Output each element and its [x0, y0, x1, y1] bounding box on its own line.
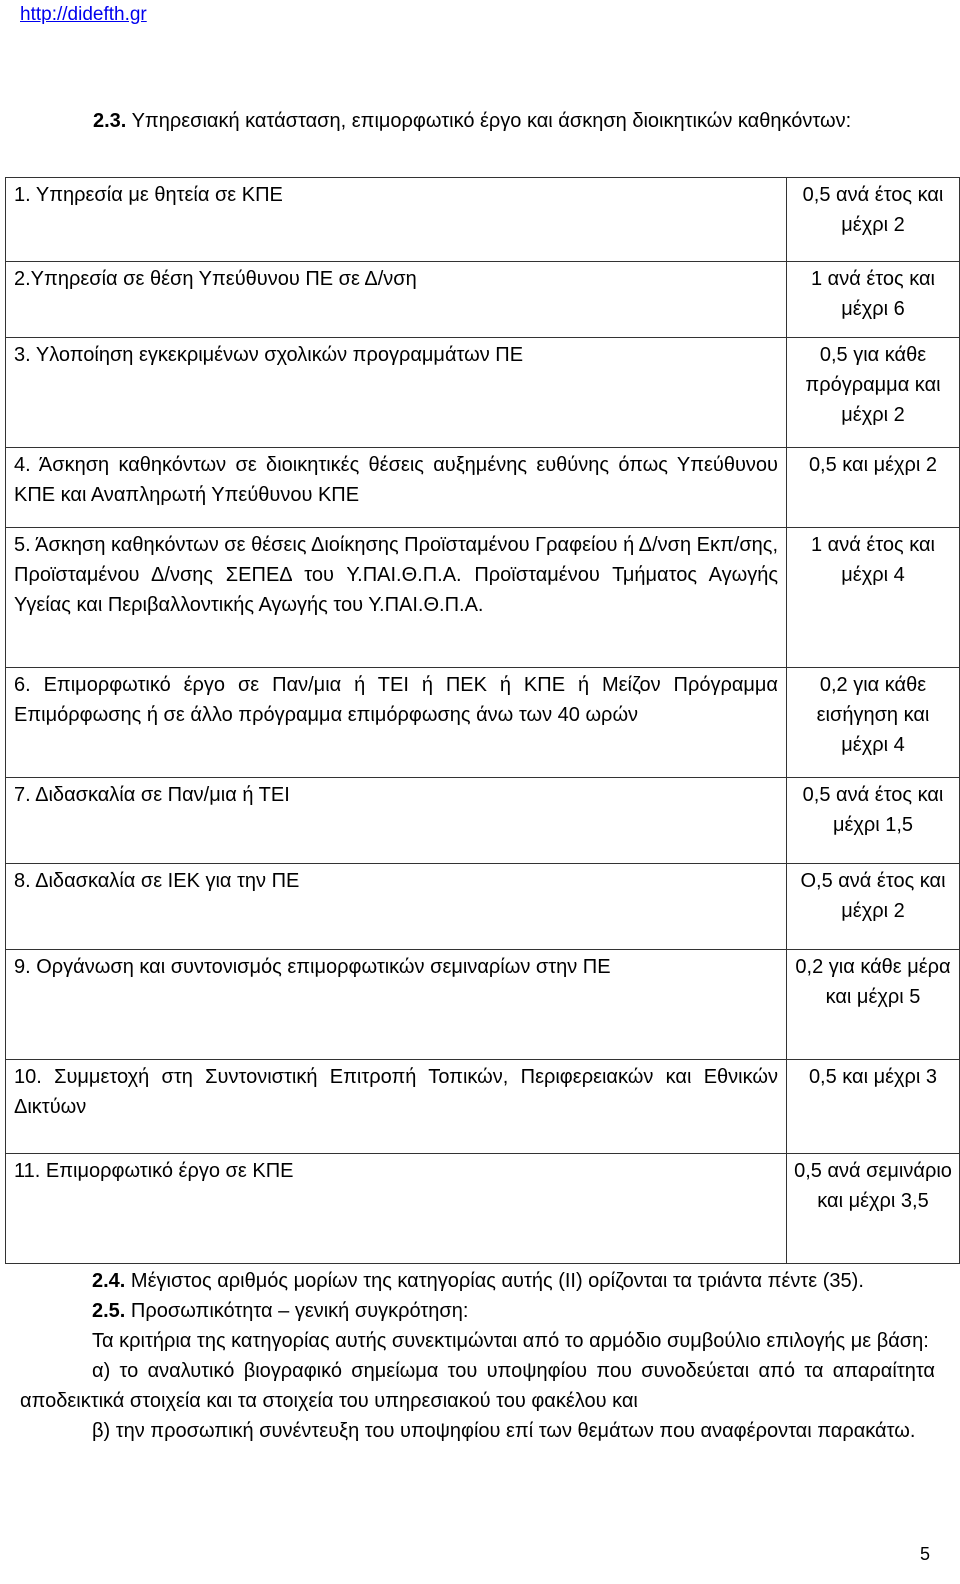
section-2-5-intro: [20, 1326, 935, 1356]
table-row: [6, 528, 960, 668]
criterion-points: 0,5 και μέχρι 2: [787, 448, 960, 528]
criterion-description: 6. Επιμορφωτικό έργο σε Παν/μια ή ΤΕΙ ή ΠΕΚ ή ΚΠΕ ή Μείζον Πρόγραμμα Επιμόρφωσης ή σε άλλο πρόγραμμα επιμόρφωσης άνω των 40 ωρών: [6, 668, 787, 778]
criterion-points: 0,5 ανά σεμινάριο και μέχρι 3,5: [787, 1154, 960, 1264]
section-title: Προσωπικότητα – γενική συγκρότηση:: [130, 1300, 469, 1322]
criterion-points: 0,5 ανά έτος και μέχρι 2: [787, 178, 960, 262]
section-2-5-heading: [20, 1296, 935, 1326]
criterion-points: 0,5 και μέχρι 3: [787, 1060, 960, 1154]
section-number: 2.4.: [92, 1270, 126, 1292]
criterion-description: 8. Διδασκαλία σε ΙΕΚ για την ΠΕ: [6, 864, 787, 950]
criteria-table: [5, 177, 960, 1264]
section-2-4: [20, 1266, 935, 1296]
closing-sections: [20, 1266, 935, 1446]
table-row: [6, 1154, 960, 1264]
section-title: Υπηρεσιακή κατάσταση, επιμορφωτικό έργο και άσκηση διοικητικών καθηκόντων:: [131, 110, 852, 132]
criterion-points: 0,2 για κάθε μέρα και μέχρι 5: [787, 950, 960, 1060]
criterion-points: 1 ανά έτος και μέχρι 6: [787, 262, 960, 338]
paragraph-text: α) το αναλυτικό βιογραφικό σημείωμα του υποψηφίου που συνοδεύεται από τα απαραίτητα αποδεικτικά στοιχεία και τα στοιχεία του υπηρεσιακού του φακέλου και: [20, 1360, 935, 1412]
table-row: [6, 178, 960, 262]
criterion-description: 10. Συμμετοχή στη Συντονιστική Επιτροπή Τοπικών, Περιφερειακών και Εθνικών Δικτύων: [6, 1060, 787, 1154]
criterion-description: 11. Επιμορφωτικό έργο σε ΚΠΕ: [6, 1154, 787, 1264]
criterion-description: 3. Υλοποίηση εγκεκριμένων σχολικών προγραμμάτων ΠΕ: [6, 338, 787, 448]
section-number: 2.3.: [93, 110, 127, 132]
table-row: [6, 950, 960, 1060]
table-row: [6, 1060, 960, 1154]
criterion-points: Ο,5 ανά έτος και μέχρι 2: [787, 864, 960, 950]
table-row: [6, 864, 960, 950]
criterion-points: 0,2 για κάθε εισήγηση και μέχρι 4: [787, 668, 960, 778]
section-2-5-item-b: [20, 1416, 935, 1446]
criterion-points: 0,5 για κάθε πρόγραμμα και μέχρι 2: [787, 338, 960, 448]
section-2-3-heading: [5, 106, 935, 136]
criterion-description: 1. Υπηρεσία με θητεία σε ΚΠΕ: [6, 178, 787, 262]
table-row: [6, 448, 960, 528]
section-2-5-item-a: [20, 1356, 935, 1416]
table-row: [6, 338, 960, 448]
page-number: 5: [920, 1544, 931, 1564]
criterion-description: 4. Άσκηση καθηκόντων σε διοικητικές θέσεις αυξημένης ευθύνης όπως Υπεύθυνου ΚΠΕ και Αναπληρωτή Υπεύθυνου ΚΠΕ: [6, 448, 787, 528]
paragraph-text: β) την προσωπική συνέντευξη του υποψηφίου επί των θεμάτων που αναφέρονται παρακάτω.: [92, 1420, 916, 1442]
header-link[interactable]: http://didefth.gr: [20, 4, 147, 25]
criterion-points: 0,5 ανά έτος και μέχρι 1,5: [787, 778, 960, 864]
paragraph-text: Τα κριτήρια της κατηγορίας αυτής συνεκτιμώνται από το αρμόδιο συμβούλιο επιλογής με βάση:: [92, 1330, 929, 1352]
table-row: [6, 778, 960, 864]
criterion-points: 1 ανά έτος και μέχρι 4: [787, 528, 960, 668]
criterion-description: 7. Διδασκαλία σε Παν/μια ή ΤΕΙ: [6, 778, 787, 864]
criterion-description: 2.Υπηρεσία σε θέση Υπεύθυνου ΠΕ σε Δ/νση: [6, 262, 787, 338]
criterion-description: 5. Άσκηση καθηκόντων σε θέσεις Διοίκησης Προϊσταμένου Γραφείου ή Δ/νση Εκπ/σης, Προϊσταμένου Δ/νσης ΣΕΠΕΔ του Υ.ΠΑΙ.Θ.Π.Α. Προϊσταμένου Τμήματος Αγωγής Υγείας και Περιβαλλοντικής Αγωγής του Υ.ΠΑΙ.Θ.Π.Α.: [6, 528, 787, 668]
table-row: [6, 262, 960, 338]
criterion-description: 9. Οργάνωση και συντονισμός επιμορφωτικών σεμιναρίων στην ΠΕ: [6, 950, 787, 1060]
section-text: Μέγιστος αριθμός μορίων της κατηγορίας αυτής (ΙΙ) ορίζονται τα τριάντα πέντε (35).: [130, 1270, 864, 1292]
section-number: 2.5.: [92, 1300, 126, 1322]
table-row: [6, 668, 960, 778]
